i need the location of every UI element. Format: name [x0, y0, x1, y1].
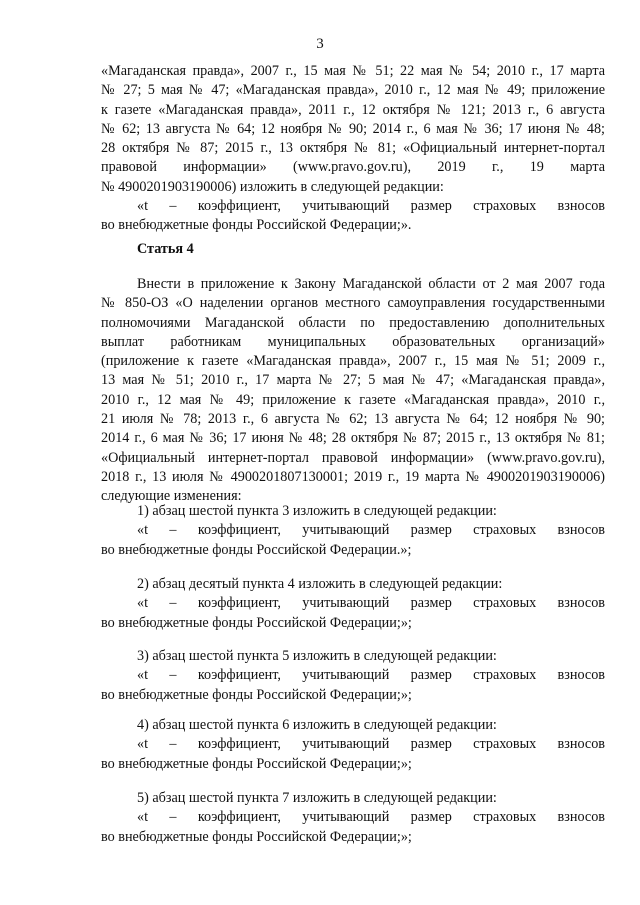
quote-line: во внебюджетные фонды Российской Федерации;»; [101, 614, 412, 631]
text-line: «Официальный интернет-портал правовой информации» (www.pravo.gov.ru), [101, 449, 605, 466]
article-heading-block [101, 240, 605, 259]
text-line: 28 октября № 87; 2015 г., 13 октября № 81; «Официальный интернет-портал [101, 140, 605, 157]
text-line: 2018 г., 13 июля № 4900201807130001; 2019 г., 19 марта № 4900201903190006) [101, 468, 605, 485]
page-number: 3 [316, 36, 324, 52]
text-line: Внести в приложение к Закону Магаданской области от 2 мая 2007 года [137, 276, 605, 292]
quote-line: во внебюджетные фонды Российской Федерации;». [101, 217, 412, 234]
text-line: № 62; 13 августа № 64; 12 ноября № 90; 2014 г., 6 мая № 36; 17 июня № 48; [101, 120, 605, 137]
text-line: № 850-ОЗ «О наделении органов местного самоуправления государственными [101, 295, 605, 312]
article-heading: Статья 4 [137, 241, 194, 257]
text-line: «Магаданская правда», 2007 г., 15 мая № 51; 22 мая № 54; 2010 г., 17 марта [101, 63, 605, 79]
text-line: 21 июля № 78; 2013 г., 6 августа № 62; 13 августа № 64; 12 ноября № 90; [101, 411, 605, 428]
text-line: следующие изменения: [101, 488, 242, 505]
item-heading: 5) абзац шестой пункта 7 изложить в следующей редакции: [137, 790, 497, 806]
list-item [101, 502, 605, 560]
item-heading: 3) абзац шестой пункта 5 изложить в следующей редакции: [137, 648, 497, 664]
text-line: полномочиями Магаданской области по предоставлению дополнительных [101, 314, 605, 331]
text-line: № 4900201903190006) изложить в следующей редакции: [101, 178, 444, 195]
quote-line: «t – коэффициент, учитывающий размер страховых взносов [137, 809, 605, 826]
list-item [101, 789, 605, 847]
quote-line: во внебюджетные фонды Российской Федерации;»; [101, 828, 412, 845]
list-item [101, 647, 605, 705]
quote-line: «t – коэффициент, учитывающий размер страховых взносов [137, 522, 605, 539]
quote-line: во внебюджетные фонды Российской Федерации;»; [101, 755, 412, 772]
quote-line: «t – коэффициент, учитывающий размер страховых взносов [137, 198, 605, 215]
text-line: к газете «Магаданская правда», 2011 г., 12 октября № 121; 2013 г., 6 августа [101, 101, 605, 118]
quote-line: «t – коэффициент, учитывающий размер страховых взносов [137, 736, 605, 753]
top-paragraph [101, 62, 605, 236]
item-heading: 2) абзац десятый пункта 4 изложить в следующей редакции: [137, 576, 503, 592]
list-item [101, 575, 605, 633]
text-line: 2014 г., 6 мая № 36; 17 июня № 48; 28 октября № 87; 2015 г., 13 октября № 81; [101, 430, 605, 447]
text-line: (приложение к газете «Магаданская правда», 2007 г., 15 мая № 51; 2009 г., [101, 353, 605, 370]
text-line: № 27; 5 мая № 47; «Магаданская правда», 2010 г., 12 мая № 49; приложение [101, 82, 605, 99]
list-item [101, 716, 605, 774]
text-line: 13 мая № 51; 2010 г., 17 марта № 27; 5 мая № 47; «Магаданская правда», [101, 372, 605, 389]
quote-line: во внебюджетные фонды Российской Федерации.»; [101, 541, 412, 558]
text-line: правовой информации» (www.pravo.gov.ru), 2019 г., 19 марта [101, 159, 605, 176]
quote-line: «t – коэффициент, учитывающий размер страховых взносов [137, 595, 605, 612]
quote-line: во внебюджетные фонды Российской Федерации;»; [101, 686, 412, 703]
item-heading: 4) абзац шестой пункта 6 изложить в следующей редакции: [137, 717, 497, 733]
text-line: выплат работникам муниципальных образовательных организаций» [101, 333, 605, 350]
text-line: 2010 г., 12 мая № 49; приложение к газете «Магаданская правда», 2010 г., [101, 391, 605, 408]
article-paragraph [101, 275, 605, 507]
item-heading: 1) абзац шестой пункта 3 изложить в следующей редакции: [137, 503, 497, 519]
quote-line: «t – коэффициент, учитывающий размер страховых взносов [137, 667, 605, 684]
